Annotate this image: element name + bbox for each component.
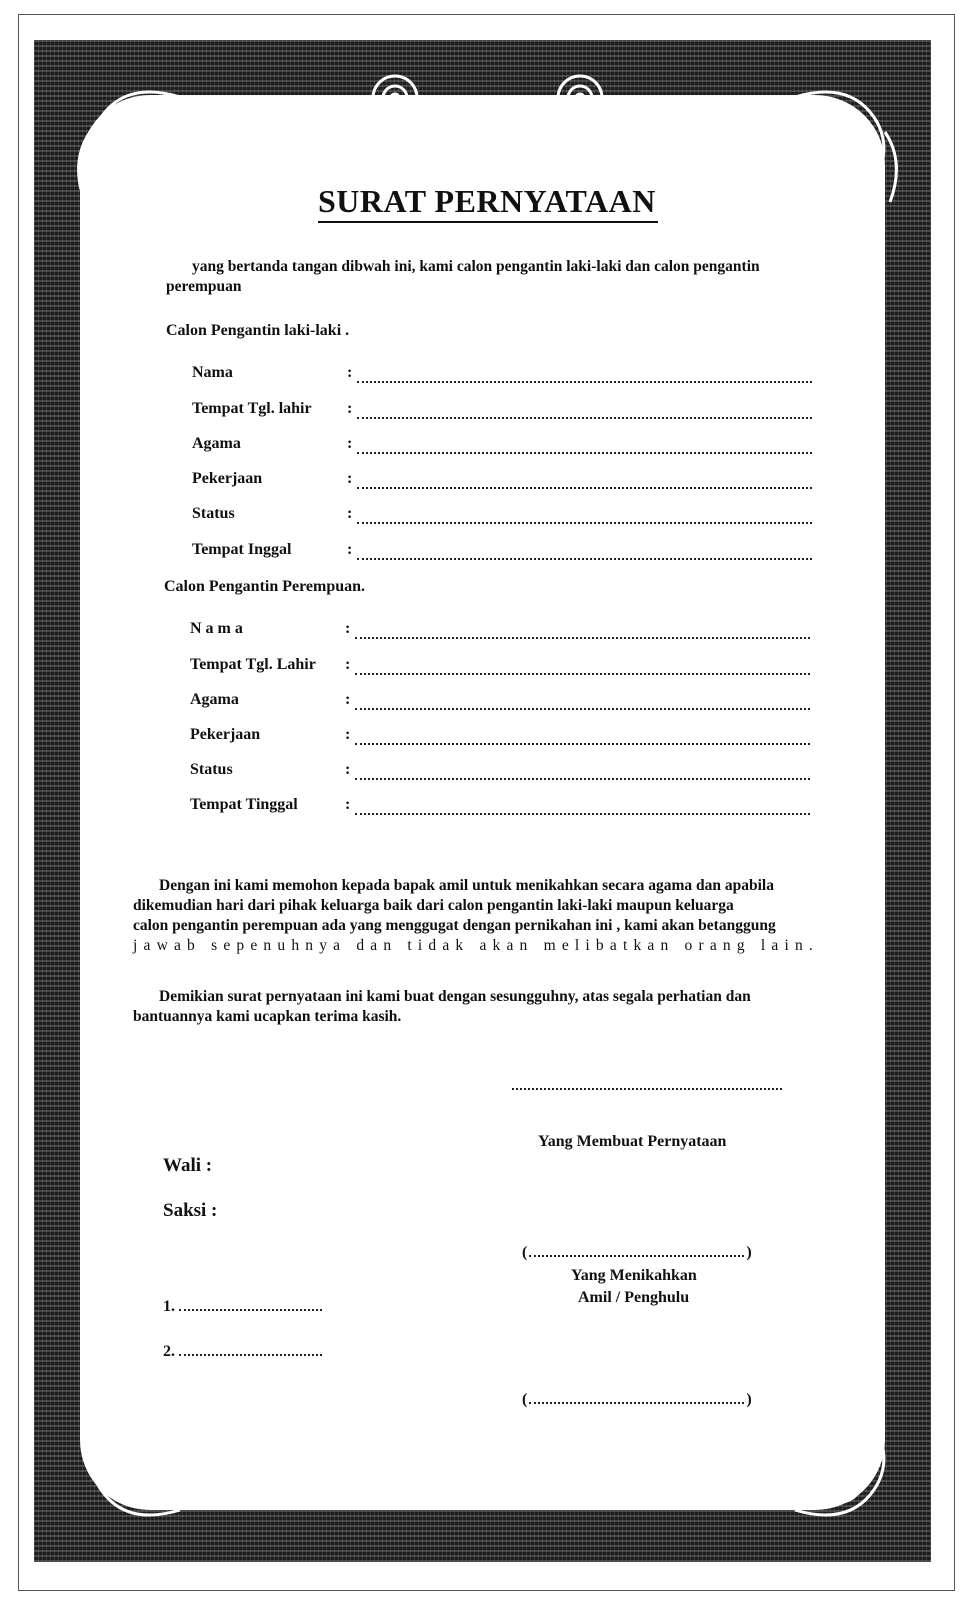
rose-icon bbox=[545, 68, 615, 128]
fill-line[interactable] bbox=[357, 381, 812, 383]
field-label: Tempat Tgl. lahir bbox=[192, 400, 312, 417]
officiant-label: Yang Menikahkan bbox=[571, 1267, 697, 1284]
corner-flourish-icon bbox=[765, 62, 915, 212]
field-label: Tempat Tinggal bbox=[190, 796, 298, 813]
fill-line[interactable] bbox=[355, 778, 810, 780]
witness-number: 1. bbox=[163, 1298, 175, 1315]
fill-line[interactable] bbox=[357, 452, 812, 454]
fill-line[interactable] bbox=[355, 813, 810, 815]
groom-field-religion[interactable] bbox=[192, 435, 812, 459]
paragraph-line: calon pengantin perempuan ada yang menggugat dengan pernikahan ini , kami akan betanggung bbox=[133, 917, 776, 934]
rose-icon bbox=[830, 320, 890, 380]
witness-1-field[interactable] bbox=[163, 1297, 322, 1316]
fill-line[interactable] bbox=[355, 743, 810, 745]
groom-heading: Calon Pengantin laki-laki . bbox=[166, 322, 350, 339]
fill-line[interactable] bbox=[355, 708, 810, 710]
fill-line[interactable] bbox=[355, 673, 810, 675]
bride-field-birth[interactable] bbox=[190, 656, 810, 680]
fill-line[interactable] bbox=[179, 1297, 322, 1311]
field-label: Pekerjaan bbox=[192, 470, 263, 487]
bracket-open: ( bbox=[522, 1244, 528, 1261]
intro-line: yang bertanda tangan dibwah ini, kami calon pengantin laki-laki dan calon pengantin bbox=[192, 258, 760, 275]
rose-icon bbox=[78, 320, 138, 380]
field-label: Pekerjaan bbox=[190, 726, 261, 743]
fill-line[interactable] bbox=[179, 1342, 322, 1356]
field-label: Agama bbox=[192, 435, 241, 452]
fill-line[interactable] bbox=[529, 1390, 744, 1404]
rose-icon bbox=[830, 1200, 890, 1260]
bride-field-status[interactable] bbox=[190, 761, 810, 785]
paragraph-line: jawab sepenuhnya dan tidak akan melibatkan orang lain. bbox=[133, 937, 820, 954]
statement-paragraph bbox=[133, 876, 828, 956]
field-label: Status bbox=[190, 761, 233, 778]
signature-line[interactable] bbox=[512, 1088, 782, 1090]
corner-flourish-icon bbox=[60, 1395, 210, 1545]
field-label: Nama bbox=[192, 364, 233, 381]
groom-field-address[interactable] bbox=[192, 541, 812, 565]
field-label: Status bbox=[192, 505, 235, 522]
rose-icon bbox=[78, 1200, 138, 1260]
bracket-close: ) bbox=[746, 1391, 752, 1408]
field-colon: : bbox=[345, 656, 351, 673]
corner-flourish-icon bbox=[60, 62, 210, 212]
corner-flourish-icon bbox=[765, 1395, 915, 1545]
rose-icon bbox=[345, 1432, 405, 1492]
fill-line[interactable] bbox=[357, 417, 812, 419]
fill-line[interactable] bbox=[355, 637, 810, 639]
saksi-label: Saksi : bbox=[163, 1200, 218, 1221]
intro-line: perempuan bbox=[166, 278, 242, 295]
groom-field-status[interactable] bbox=[192, 505, 812, 529]
groom-field-occupation[interactable] bbox=[192, 470, 812, 494]
field-label: Tempat Inggal bbox=[192, 541, 292, 558]
fill-line[interactable] bbox=[529, 1243, 744, 1257]
fill-line[interactable] bbox=[357, 522, 812, 524]
field-colon: : bbox=[345, 691, 351, 708]
maker-label: Yang Membuat Pernyataan bbox=[538, 1133, 727, 1150]
maker-name-field[interactable] bbox=[522, 1243, 752, 1262]
chain-ornament-left bbox=[88, 400, 112, 1180]
groom-field-birth[interactable] bbox=[192, 400, 812, 424]
field-colon: : bbox=[347, 541, 353, 558]
field-colon: : bbox=[345, 620, 351, 637]
fill-line[interactable] bbox=[357, 558, 812, 560]
witness-2-field[interactable] bbox=[163, 1342, 322, 1361]
wali-label: Wali : bbox=[163, 1155, 213, 1176]
paragraph-line: Dengan ini kami memohon kepada bapak amil untuk menikahkan secara agama dan apabila bbox=[159, 877, 774, 894]
bride-field-religion[interactable] bbox=[190, 691, 810, 715]
field-colon: : bbox=[347, 400, 353, 417]
field-colon: : bbox=[345, 761, 351, 778]
field-colon: : bbox=[347, 505, 353, 522]
intro-text bbox=[166, 257, 811, 297]
paragraph-line: dikemudian hari dari pihak keluarga baik dari calon pengantin laki-laki maupun keluarga bbox=[133, 897, 734, 914]
officiant-role: Amil / Penghulu bbox=[578, 1289, 690, 1306]
bride-field-address[interactable] bbox=[190, 796, 810, 820]
field-colon: : bbox=[347, 435, 353, 452]
fill-line[interactable] bbox=[357, 487, 812, 489]
groom-field-name[interactable] bbox=[192, 364, 812, 388]
rose-icon bbox=[360, 68, 430, 128]
chain-ornament-right bbox=[851, 420, 875, 1180]
officiant-name-field[interactable] bbox=[522, 1390, 752, 1409]
bride-field-occupation[interactable] bbox=[190, 726, 810, 750]
field-label: Agama bbox=[190, 691, 239, 708]
closing-paragraph bbox=[133, 987, 828, 1027]
field-colon: : bbox=[347, 470, 353, 487]
field-colon: : bbox=[347, 364, 353, 381]
bride-field-name[interactable] bbox=[190, 620, 810, 644]
field-label: Tempat Tgl. Lahir bbox=[190, 656, 316, 673]
bracket-open: ( bbox=[522, 1391, 528, 1408]
field-colon: : bbox=[345, 726, 351, 743]
witness-number: 2. bbox=[163, 1343, 175, 1360]
paragraph-line: bantuannya kami ucapkan terima kasih. bbox=[133, 1008, 402, 1025]
bracket-close: ) bbox=[746, 1244, 752, 1261]
paragraph-line: Demikian surat pernyataan ini kami buat dengan sesungguhny, atas segala perhatian dan bbox=[159, 988, 751, 1005]
bride-heading: Calon Pengantin Perempuan. bbox=[164, 578, 366, 595]
document-title: SURAT PERNYATAAN bbox=[318, 183, 658, 223]
field-colon: : bbox=[345, 796, 351, 813]
field-label: N a m a bbox=[190, 620, 243, 637]
rose-icon bbox=[560, 1432, 620, 1492]
